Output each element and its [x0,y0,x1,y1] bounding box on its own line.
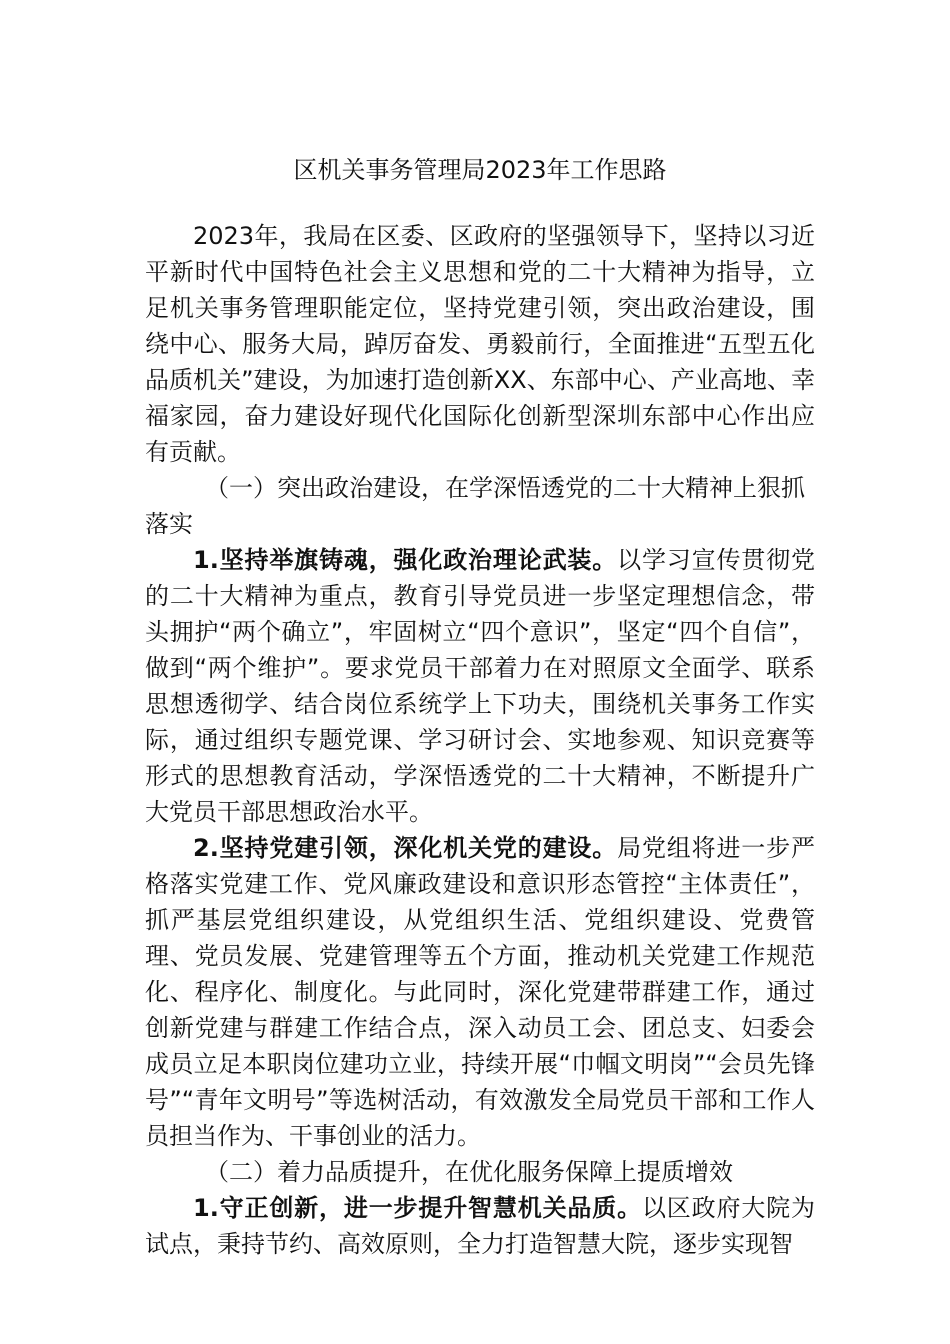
section-1-item-1-text: 以学习宣传贯彻党的二十大精神为重点，教育引导党员进一步坚定理想信念，带头拥护“两个确立”，牢固树立“四个意识”，坚定“四个自信”，做到“两个维护”。要求党员干部着力在对照原文全面学、联系思想透彻学、结合岗位系统学上下功夫，围绕机关事务工作实际，通过组织专题党课、学习研讨会、实地参观、知识竞赛等形式的思想教育活动，学深悟透党的二十大精神，不断提升广大党员干部思想政治水平。 [145,546,815,826]
intro-paragraph: 2023年，我局在区委、区政府的坚强领导下，坚持以习近平新时代中国特色社会主义思想和党的二十大精神为指导，立足机关事务管理职能定位，坚持党建引领，突出政治建设，围绕中心、服务大局，踔厉奋发、勇毅前行，全面推进“五型五化品质机关”建设，为加速打造创新XX、东部中心、产业高地、幸福家园，奋力建设好现代化国际化创新型深圳东部中心作出应有贡献。 [145,222,815,466]
section-2-item-1-text: 以区政府大院为试点，秉持节约、高效原则，全力打造智慧大院，逐步实现智 [145,1194,815,1258]
section-1-item-1 [145,542,815,830]
section-1-item-2 [145,830,815,1154]
section-1-item-2-lead: 2.坚持党建引领，深化机关党的建设。 [193,834,618,862]
section-1-heading: （一）突出政治建设，在学深悟透党的二十大精神上狠抓落实 [145,474,805,538]
document-title: 区机关事务管理局2023年工作思路 [293,156,667,184]
section-1-item-1-lead: 1.坚持举旗铸魂，强化政治理论武装。 [193,546,618,574]
section-2-heading: （二）着力品质提升，在优化服务保障上提质增效 [205,1158,733,1186]
document-page [145,150,815,1262]
section-1-item-2-text: 局党组将进一步严格落实党建工作、党风廉政建设和意识形态管控“主体责任”，抓严基层党组织建设，从党组织生活、党组织建设、党费管理、党员发展、党建管理等五个方面，推动机关党建工作规范化、程序化、制度化。与此同时，深化党建带群建工作，通过创新党建与群建工作结合点，深入动员工会、团总支、妇委会成员立足本职岗位建功立业，持续开展“巾帼文明岗”“会员先锋号”“青年文明号”等选树活动，有效激发全局党员干部和工作人员担当作为、干事创业的活力。 [145,834,815,1150]
section-2-item-1 [145,1190,815,1262]
section-2-item-1-lead: 1.守正创新，进一步提升智慧机关品质。 [193,1194,642,1222]
